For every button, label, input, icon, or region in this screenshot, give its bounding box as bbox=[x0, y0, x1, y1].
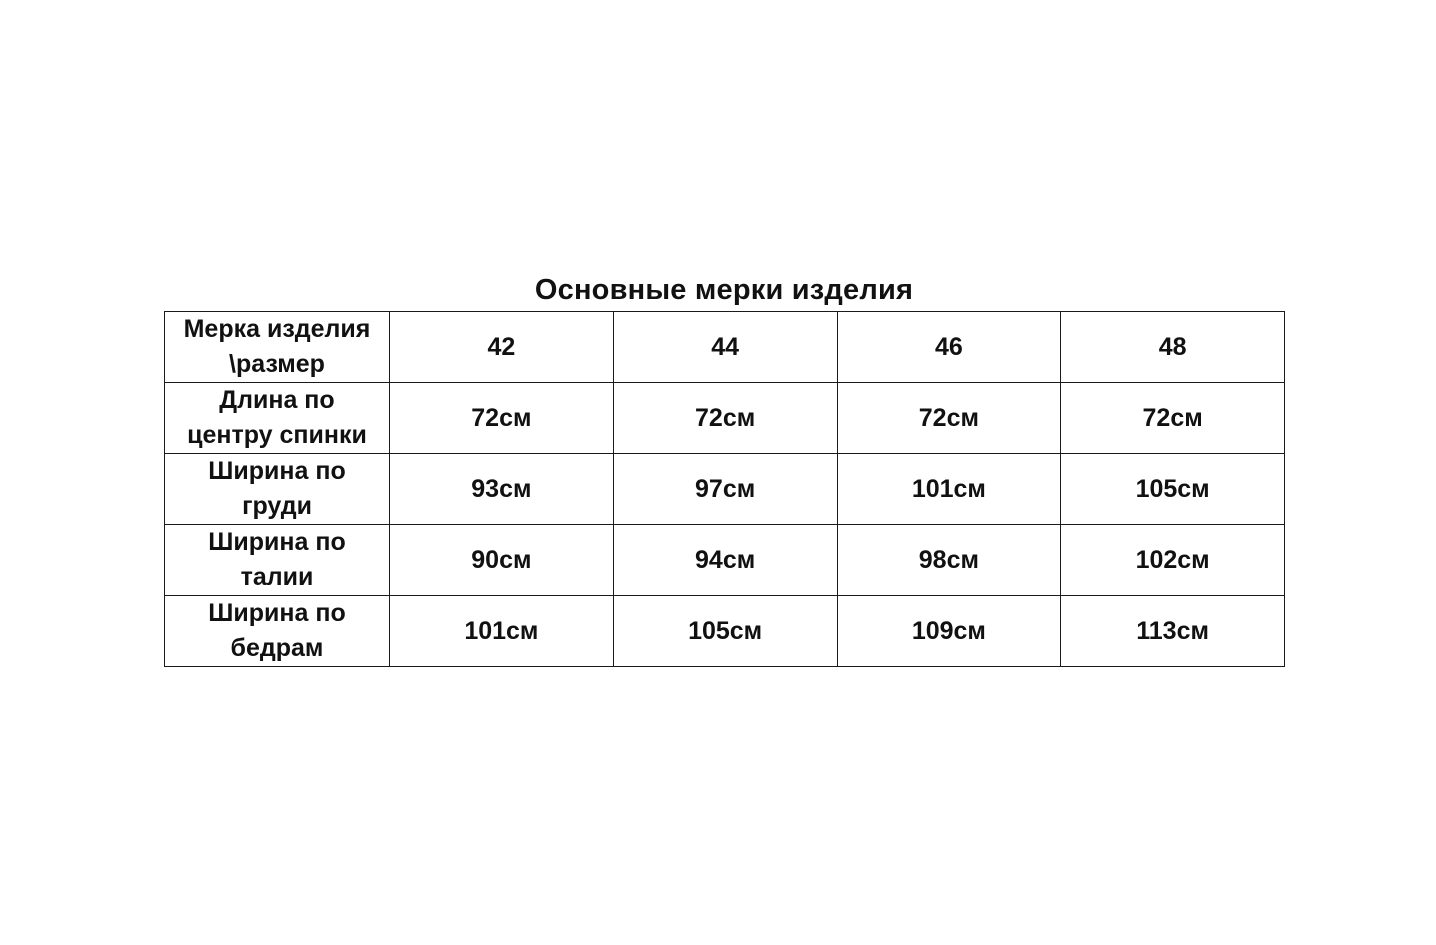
row-label-cell bbox=[165, 525, 390, 596]
row-label-line2: центру спинки bbox=[187, 421, 367, 449]
table-row bbox=[165, 454, 1285, 525]
size-header-cell: 42 bbox=[390, 312, 614, 383]
value-cell: 72см bbox=[390, 383, 614, 454]
row-label-line1: Ширина по bbox=[208, 599, 346, 627]
value-cell: 94см bbox=[613, 525, 837, 596]
header-corner-cell bbox=[165, 312, 390, 383]
value-cell: 72см bbox=[613, 383, 837, 454]
value-cell: 113см bbox=[1061, 596, 1285, 667]
table-row bbox=[165, 383, 1285, 454]
value-cell: 101см bbox=[390, 596, 614, 667]
value-cell: 102см bbox=[1061, 525, 1285, 596]
value-cell: 72см bbox=[837, 383, 1061, 454]
row-label-line1: Ширина по bbox=[208, 457, 346, 485]
value-cell: 90см bbox=[390, 525, 614, 596]
size-header-cell: 48 bbox=[1061, 312, 1285, 383]
row-label-line2: бедрам bbox=[230, 634, 324, 662]
header-corner-line1: Мерка изделия bbox=[183, 315, 371, 343]
value-cell: 97см bbox=[613, 454, 837, 525]
page-title: Основные мерки изделия bbox=[534, 274, 914, 306]
value-cell: 93см bbox=[390, 454, 614, 525]
row-label-line1: Ширина по bbox=[208, 528, 346, 556]
value-cell: 101см bbox=[837, 454, 1061, 525]
value-cell: 109см bbox=[837, 596, 1061, 667]
table-row bbox=[165, 596, 1285, 667]
row-label-line2: талии bbox=[240, 563, 314, 591]
value-cell: 105см bbox=[613, 596, 837, 667]
row-label-line1: Длина по bbox=[219, 386, 335, 414]
value-cell: 98см bbox=[837, 525, 1061, 596]
measurements-table bbox=[164, 311, 1285, 667]
value-cell: 105см bbox=[1061, 454, 1285, 525]
row-label-line2: груди bbox=[242, 492, 312, 520]
header-corner-line2: \размер bbox=[229, 350, 325, 378]
size-header-cell: 46 bbox=[837, 312, 1061, 383]
row-label-cell bbox=[165, 596, 390, 667]
row-label-cell bbox=[165, 383, 390, 454]
row-label-cell bbox=[165, 454, 390, 525]
table-header-row bbox=[165, 312, 1285, 383]
value-cell: 72см bbox=[1061, 383, 1285, 454]
size-header-cell: 44 bbox=[613, 312, 837, 383]
table-row bbox=[165, 525, 1285, 596]
